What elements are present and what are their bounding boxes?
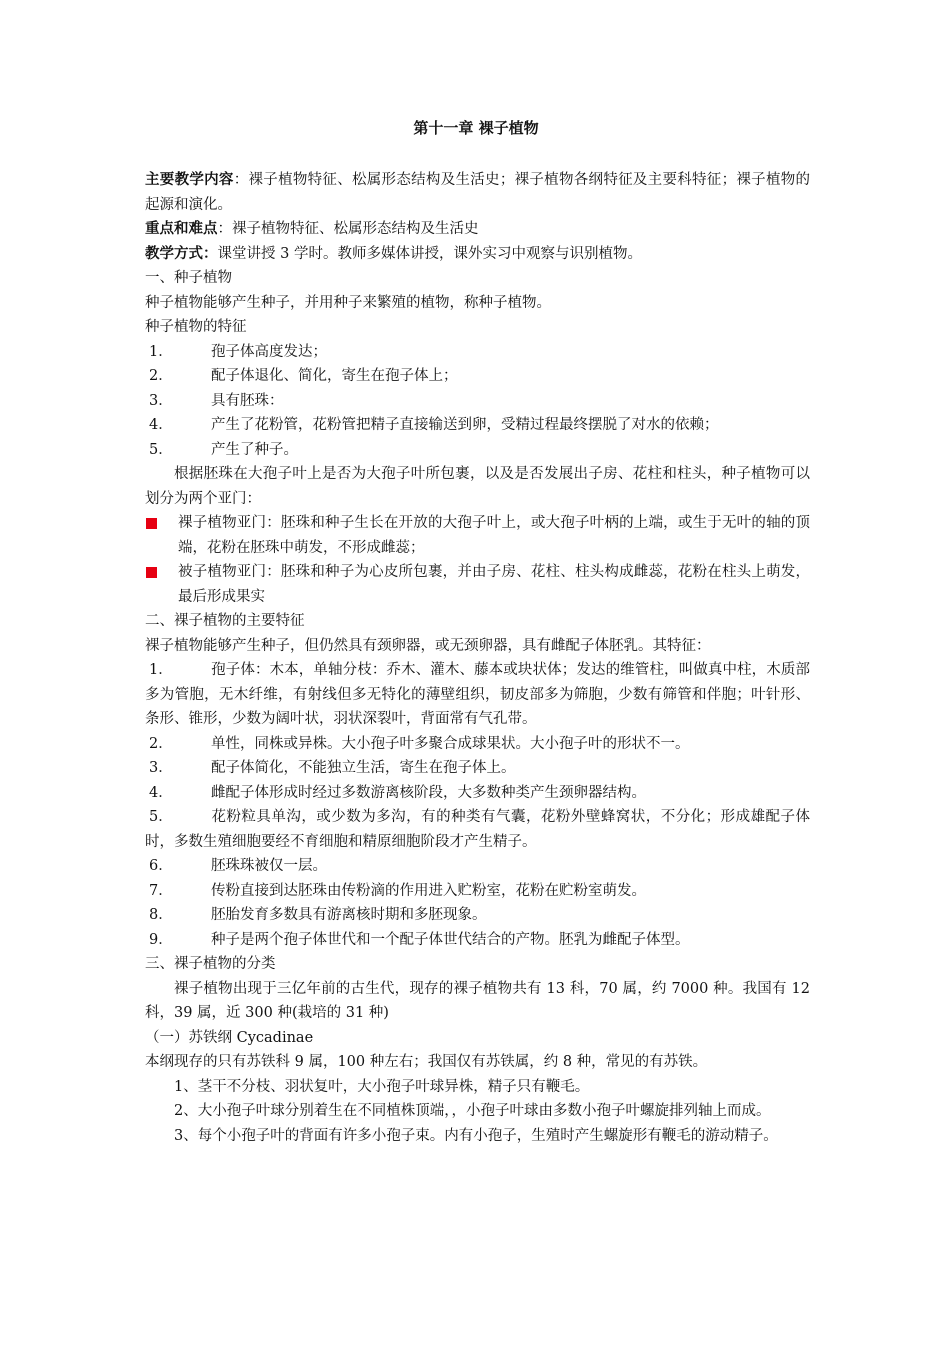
feature-item: 1． 孢子体高度发达； [149,343,327,360]
cycadinae-point: 2、大小孢子叶球分别着生在不同植株顶端，，小孢子叶球由多数小孢子叶螺旋排列轴上而成。 [174,1103,771,1119]
classification-paragraph: 裸子植物出现于三亿年前的古生代，现存的裸子植物共有 13 科，70 属，约 7000 种。我国有 12 科，39 属，近 300 种(栽培的 31 种) [145,980,810,1021]
cycadinae-point: 3、每个小孢子叶的背面有许多小孢子束。内有小孢子，生殖时产生螺旋形有鞭毛的游动精子。 [174,1127,778,1144]
bullet-item: 裸子植物亚门：胚珠和种子生长在开放的大孢子叶上，或大孢子叶柄的上端，或生于无叶的轴的顶端，花粉在胚珠中萌发，不形成雌蕊； [145,511,810,560]
characteristic-item: 1． 孢子体：木本，单轴分枝：乔木、灌木、藤本或块状体；发达的维管柱，叫做真中柱，木质部多为管胞，无木纤维，有射线但多无特化的薄壁组织，韧皮部多为筛胞，少数有筛管和伴胞；叶针形、条形、锥形，少数为阔叶状，羽状深裂叶，背面常有气孔带。 [145,662,810,727]
characteristic-item: 4． 雌配子体形成时经过多数游离核阶段，大多数种类产生颈卵器结构。 [149,784,646,801]
seed-plant-definition: 种子植物能够产生种子，并用种子来繁殖的植物，称种子植物。 [145,294,551,311]
focus-points [145,217,810,242]
method-text: 课堂讲授 3 学时。教师多媒体讲授，课外实习中观察与识别植物。 [217,245,642,262]
red-square-bullet-icon [145,560,178,609]
bullet-item: 被子植物亚门：胚珠和种子为心皮所包裹，并由子房、花柱、柱头构成雌蕊，花粉在柱头上萌发，最后形成果实 [145,560,810,609]
focus-label: 重点和难点 [145,220,218,237]
document-body [145,168,810,1148]
cycadinae-paragraph: 本纲现存的只有苏铁科 9 属，100 种左右；我国仅有苏铁属，约 8 种，常见的有苏铁。 [145,1054,708,1070]
feature-item: 3． 具有胚珠： [149,392,284,409]
section-heading-1: 一、种子植物 [145,270,232,286]
feature-item: 4． 产生了花粉管，花粉管把精子直接输送到卵，受精过程最终摆脱了对水的依赖； [149,417,719,433]
gymnosperm-intro: 裸子植物能够产生种子，但仍然具有颈卵器，或无颈卵器，具有雌配子体胚乳。其特征： [145,637,711,654]
focus-text: ：裸子植物特征、松属形态结构及生活史 [217,221,479,237]
features-heading: 种子植物的特征 [145,319,247,335]
chapter-title: 第十一章 裸子植物 [413,119,539,137]
division-paragraph: 根据胚珠在大孢子叶上是否为大孢子叶所包裹，以及是否发展出子房、花柱和柱头，种子植物可以划分为两个亚门： [145,466,810,507]
characteristic-item: 6． 胚珠珠被仅一层。 [149,858,327,874]
teaching-content-label: 主要教学内容 [145,171,234,188]
subsection-heading-cycadinae: （一）苏铁纲 Cycadinae [145,1029,314,1046]
characteristic-item: 7． 传粉直接到达胚珠由传粉滴的作用进入贮粉室，花粉在贮粉室萌发。 [149,882,646,899]
method-label: 教学方式： [145,244,218,262]
teaching-content-text: ：裸子植物特征、松属形态结构及生活史；裸子植物各纲特征及主要科特征；裸子植物的起源和演化。 [145,172,811,213]
cycadinae-point: 1、茎干不分枝、羽状复叶，大小孢子叶球异株，精子只有鞭毛。 [174,1078,590,1095]
feature-item: 2． 配子体退化、简化，寄生在孢子体上； [149,368,458,384]
section-heading-2: 二、裸子植物的主要特征 [145,613,305,629]
feature-item: 5． 产生了种子。 [149,441,298,458]
characteristic-item: 2． 单性，同株或异株。大小孢子叶多聚合成球果状。大小孢子叶的形状不一。 [149,735,690,752]
red-square-bullet-icon [145,511,178,560]
characteristic-item: 5． 花粉粒具单沟，或少数为多沟，有的种类有气囊，花粉外壁蜂窝状，不分化；形成雄配子体时，多数生殖细胞要经不育细胞和精原细胞阶段才产生精子。 [145,809,810,850]
characteristic-item: 8． 胚胎发育多数具有游离核时期和多胚现象。 [149,907,487,923]
characteristic-item: 9． 种子是两个孢子体世代和一个配子体世代结合的产物。胚乳为雌配子体型。 [149,931,690,948]
teaching-method [145,242,810,267]
characteristic-item: 3． 配子体简化，不能独立生活，寄生在孢子体上。 [149,760,516,776]
section-heading-3: 三、裸子植物的分类 [145,956,276,972]
teaching-content [145,168,810,217]
